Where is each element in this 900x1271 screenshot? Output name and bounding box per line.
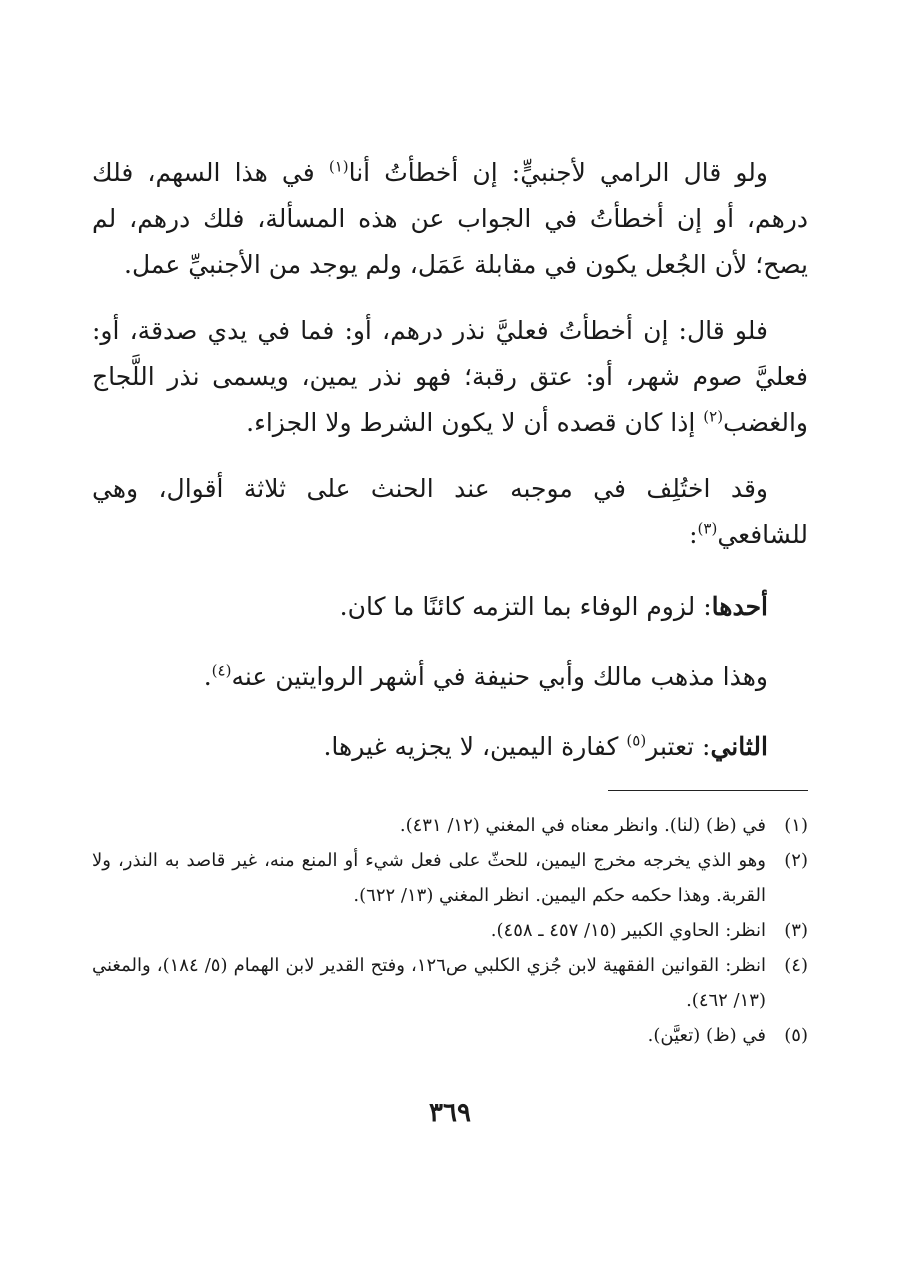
footnote-item bbox=[92, 913, 808, 948]
footnote-number: (١) bbox=[784, 815, 808, 836]
footnote-ref-2: (٢) bbox=[703, 407, 724, 426]
footnote-number: (٤) bbox=[784, 955, 808, 976]
footnote-item bbox=[92, 808, 808, 843]
footnote-ref-4: (٤) bbox=[211, 661, 232, 680]
paragraph-3 bbox=[92, 466, 808, 558]
footnote-number: (٢) bbox=[784, 850, 808, 871]
page-number: ٣٦٩ bbox=[429, 1098, 471, 1128]
footnote-text: في (ظ) (تعيَّن). bbox=[647, 1025, 766, 1046]
paragraph-6-text-b: كفارة اليمين، لا يجزيه غيرها. bbox=[323, 732, 627, 761]
paragraph-5-text-b: . bbox=[203, 662, 212, 691]
paragraph-2 bbox=[92, 308, 808, 446]
paragraph-3-text-a: وقد اختُلِف في موجبه عند الحنث على ثلاثة أقوال، وهي للشافعي bbox=[92, 474, 808, 549]
paragraph-4-label: أحدها bbox=[711, 592, 768, 621]
paragraph-2-text-a: فلو قال: إن أخطأتُ فعليَّ نذر درهم، أو: فما في يدي صدقة، أو: فعليَّ صوم شهر، أو: عتق رقبة؛ فهو نذر يمين، ويسمى نذر اللَّجاج والغضب bbox=[92, 316, 808, 437]
footnote-separator bbox=[608, 790, 808, 791]
footnotes bbox=[92, 808, 808, 1053]
footnote-number: (٣) bbox=[784, 920, 808, 941]
footnote-ref-1: (١) bbox=[328, 157, 349, 176]
paragraph-1-text-b: في هذا السهم، فلك درهم، أو إن أخطأتُ في الجواب عن هذه المسألة، فلك درهم، لم يصح؛ لأن الجُعل يكون في مقابلة عَمَل، ولم يوجد من الأجنبيِّ عمل. bbox=[92, 158, 808, 279]
paragraph-4-text: : لزوم الوفاء بما التزمه كائنًا ما كان. bbox=[339, 592, 712, 621]
paragraph-3-text-b: : bbox=[689, 520, 698, 549]
footnote-item bbox=[92, 1018, 808, 1053]
footnote-item bbox=[92, 948, 808, 1018]
paragraph-6 bbox=[92, 724, 808, 770]
footnote-text: انظر: القوانين الفقهية لابن جُزي الكلبي ص١٢٦، وفتح القدير لابن الهمام (٥/ ١٨٤)، والمغني (١٣/ ٤٦٢). bbox=[92, 955, 766, 1011]
footnote-text: في (ظ) (لنا). وانظر معناه في المغني (١٢/ ٤٣١). bbox=[399, 815, 766, 836]
paragraph-5-text-a: وهذا مذهب مالك وأبي حنيفة في أشهر الروايتين عنه bbox=[231, 662, 768, 691]
paragraph-4 bbox=[92, 584, 808, 630]
footnote-ref-5: (٥) bbox=[626, 731, 647, 750]
paragraph-2-text-b: إذا كان قصده أن لا يكون الشرط ولا الجزاء. bbox=[246, 408, 704, 437]
footnote-ref-3: (٣) bbox=[697, 519, 718, 538]
footnote-text: انظر: الحاوي الكبير (١٥/ ٤٥٧ ـ ٤٥٨). bbox=[490, 920, 766, 941]
footnote-item bbox=[92, 843, 808, 913]
paragraph-6-label: الثاني bbox=[710, 732, 768, 761]
paragraph-1 bbox=[92, 150, 808, 288]
paragraph-1-text-a: ولو قال الرامي لأجنبيٍّ: إن أخطأتُ أنا bbox=[348, 158, 768, 187]
paragraph-6-text-a: : تعتبر bbox=[646, 732, 711, 761]
paragraph-5 bbox=[92, 654, 808, 700]
footnote-number: (٥) bbox=[784, 1025, 808, 1046]
footnote-text: وهو الذي يخرجه مخرج اليمين، للحثّ على فعل شيء أو المنع منه، غير قاصد به النذر، ولا القربة. وهذا حكمه حكم اليمين. انظر المغني (١٣/ ٦٢٢). bbox=[92, 850, 766, 906]
main-text bbox=[92, 150, 808, 770]
